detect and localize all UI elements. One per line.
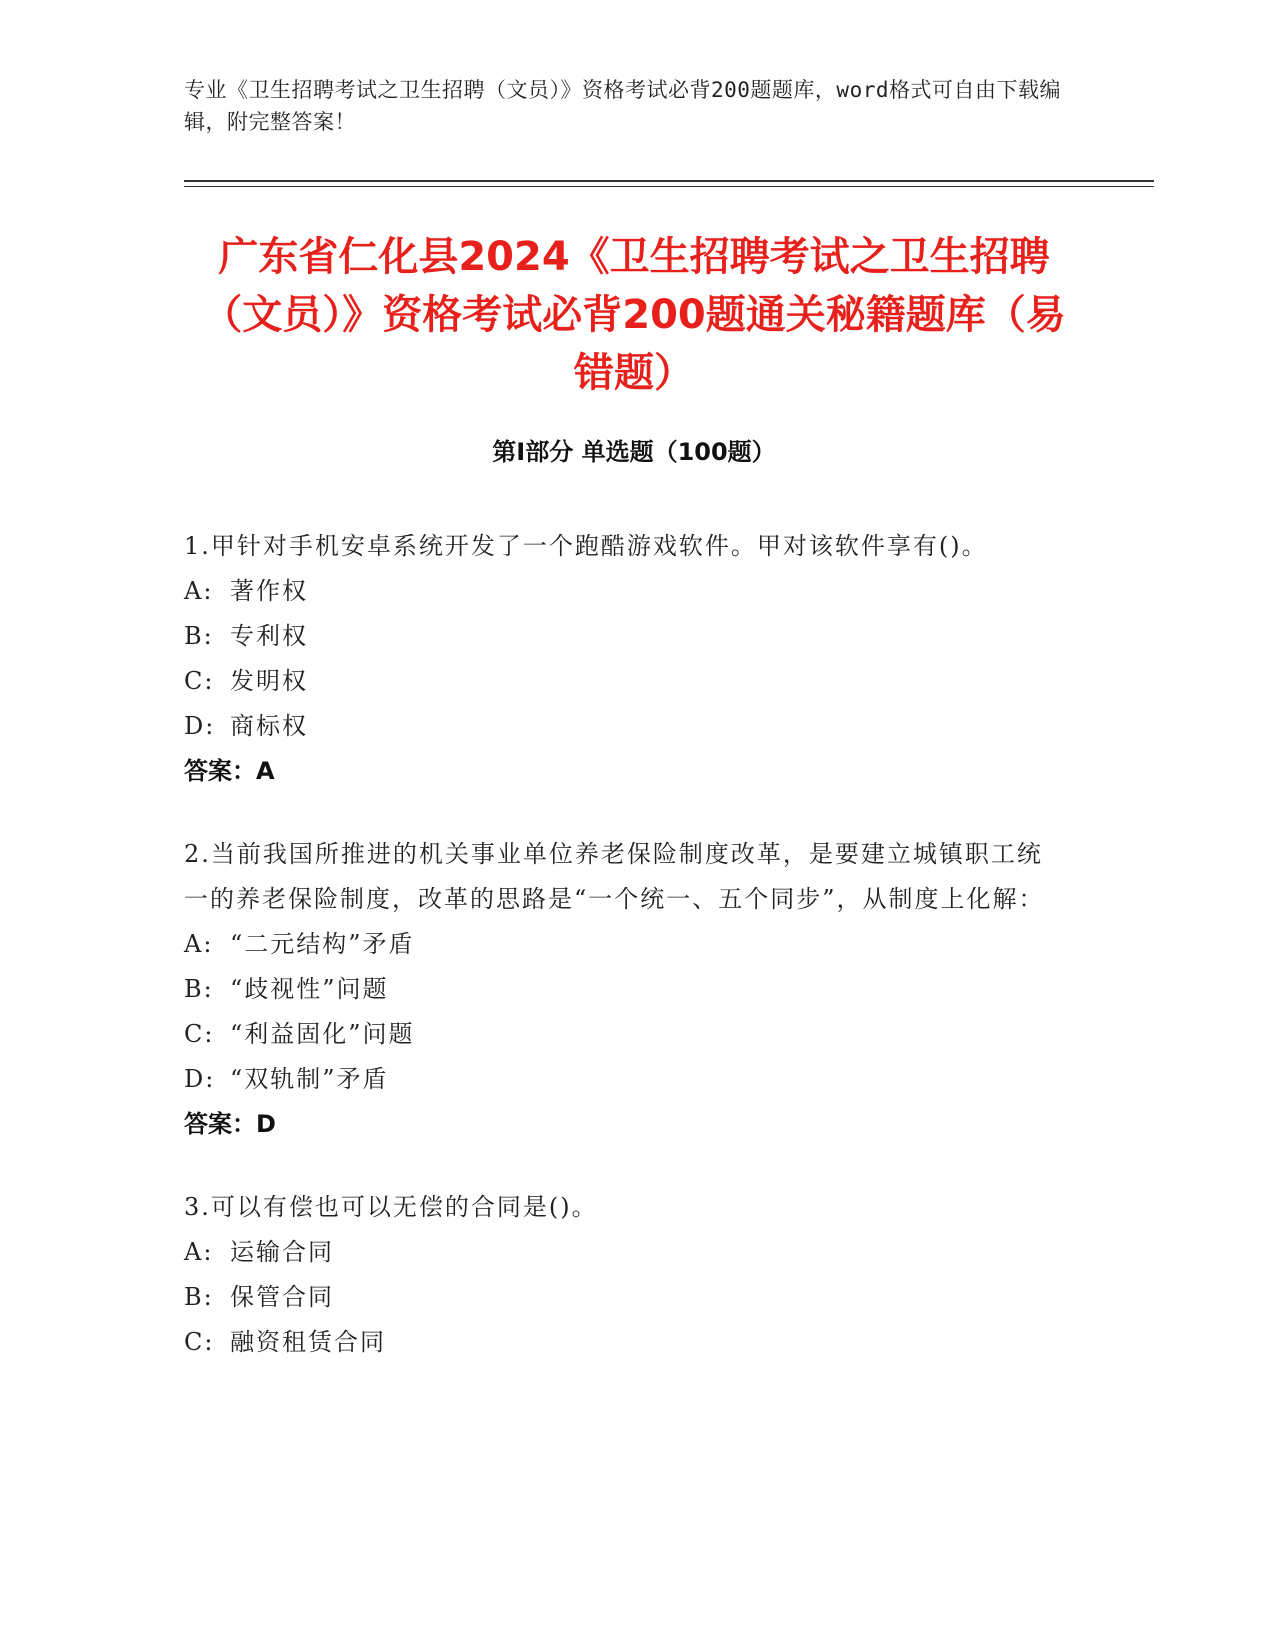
question-1 <box>184 524 1064 794</box>
option-a <box>184 922 1064 967</box>
option-b <box>184 967 1064 1012</box>
question-stem: 1.甲针对手机安卓系统开发了一个跑酷游戏软件。甲对该软件享有()。 <box>184 532 988 560</box>
option-letter: C: <box>184 1020 215 1048</box>
option-letter: C: <box>184 667 215 695</box>
option-text: “歧视性”问题 <box>230 975 389 1003</box>
answer-label: 答案：A <box>184 757 275 785</box>
option-text: “二元结构”矛盾 <box>230 930 415 958</box>
section-heading: 第Ⅰ部分 单选题（100题） <box>492 438 776 466</box>
option-letter: B: <box>184 1283 214 1311</box>
option-letter: D: <box>184 1065 216 1093</box>
option-c <box>184 659 1064 704</box>
question-list <box>184 524 1064 1403</box>
option-text: 保管合同 <box>230 1283 334 1311</box>
option-text: 著作权 <box>230 577 308 605</box>
answer-label: 答案：D <box>184 1110 276 1138</box>
option-text: 运输合同 <box>230 1238 334 1266</box>
option-b <box>184 614 1064 659</box>
option-letter: A: <box>184 577 214 605</box>
header-note: 专业《卫生招聘考试之卫生招聘（文员）》资格考试必背200题题库，word格式可自由下载编辑，附完整答案！ <box>184 78 1061 134</box>
option-a <box>184 1230 1064 1275</box>
question-stem: 2.当前我国所推进的机关事业单位养老保险制度改革，是要建立城镇职工统一的养老保险制度，改革的思路是“一个统一、五个同步”，从制度上化解： <box>184 840 1045 913</box>
header-rule-thick <box>184 180 1154 182</box>
option-text: 融资租赁合同 <box>230 1328 386 1356</box>
option-c <box>184 1320 1064 1365</box>
option-text: 发明权 <box>230 667 308 695</box>
option-text: 专利权 <box>230 622 308 650</box>
document-title: 广东省仁化县2024《卫生招聘考试之卫生招聘（文员）》资格考试必背200题通关秘籍题库（易错题） <box>202 234 1066 396</box>
option-d <box>184 1057 1064 1102</box>
option-letter: C: <box>184 1328 215 1356</box>
option-a <box>184 569 1064 614</box>
option-letter: B: <box>184 975 214 1003</box>
header-rule-thin <box>184 186 1154 187</box>
question-stem: 3.可以有偿也可以无偿的合同是()。 <box>184 1193 598 1221</box>
option-b <box>184 1275 1064 1320</box>
option-text: “利益固化”问题 <box>230 1020 415 1048</box>
option-text: 商标权 <box>230 712 308 740</box>
option-letter: D: <box>184 712 216 740</box>
option-letter: B: <box>184 622 214 650</box>
question-2 <box>184 832 1064 1147</box>
option-letter: A: <box>184 1238 214 1266</box>
option-letter: A: <box>184 930 214 958</box>
option-text: “双轨制”矛盾 <box>230 1065 389 1093</box>
question-3 <box>184 1185 1064 1365</box>
option-d <box>184 704 1064 749</box>
option-c <box>184 1012 1064 1057</box>
